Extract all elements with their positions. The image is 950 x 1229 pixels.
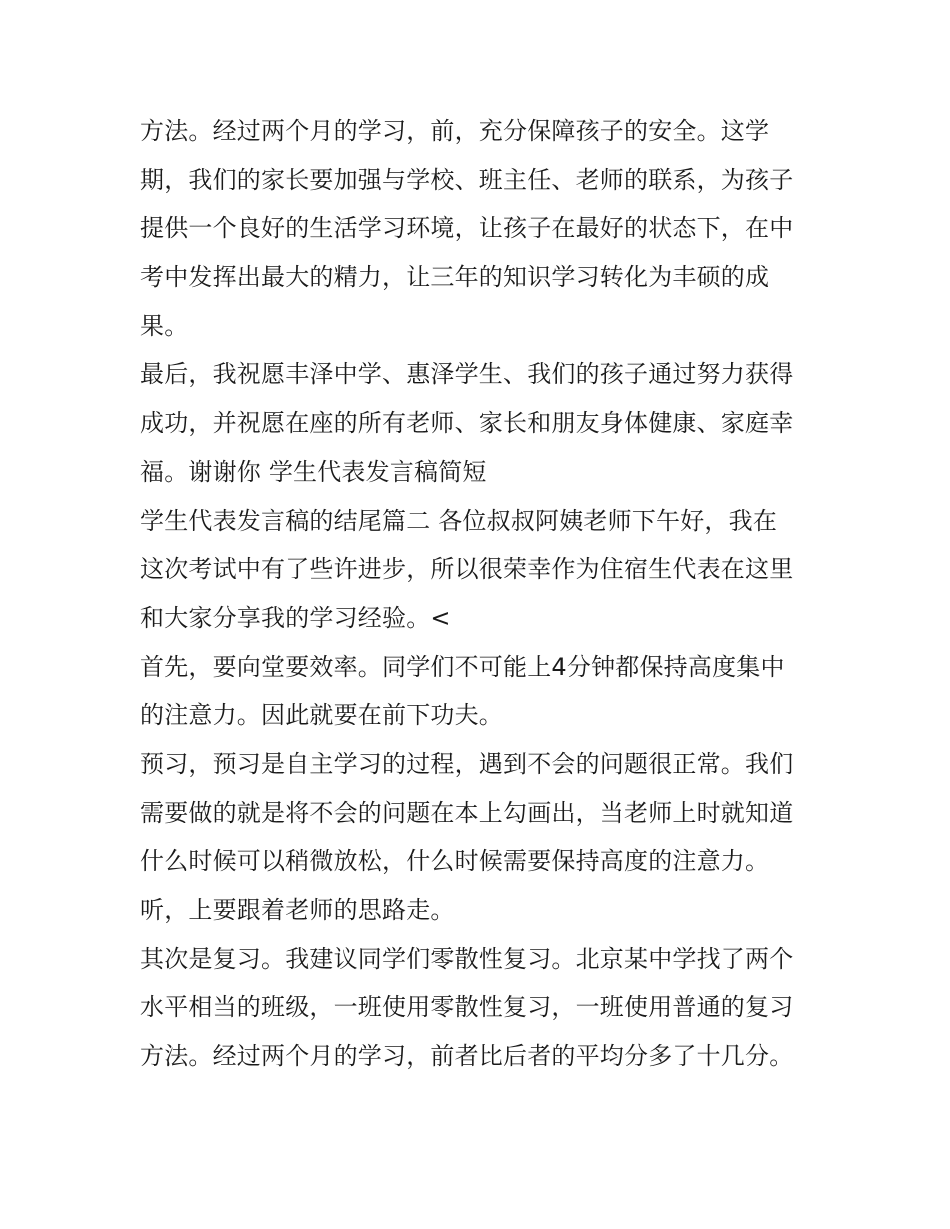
paragraph-5: [140, 740, 820, 886]
paragraph-6: [140, 886, 820, 935]
paragraph-2: [140, 350, 820, 496]
text-line: 方法。经过两个月的学习，前，充分保障孩子的安全。这学: [140, 117, 770, 145]
text-line: 和大家分享我的学习经验。<: [140, 603, 451, 632]
text-line: 水平相当的班级，一班使用零散性复习，一班使用普通的复习: [140, 993, 794, 1022]
text-line: 听，上要跟着老师的思路走。: [140, 896, 455, 924]
text-line: 学生代表发言稿的结尾篇二 各位叔叔阿姨老师下午好，我在: [140, 506, 778, 535]
text-line: 期，我们的家长要加强与学校、班主任、老师的联系，为孩子: [140, 165, 794, 194]
text-line: 需要做的就是将不会的问题在本上勾画出，当老师上时就知道: [140, 798, 794, 827]
text-line: 果。: [140, 311, 189, 340]
paragraph-1: [140, 107, 820, 350]
text-line: 的注意力。因此就要在前下功夫。: [140, 701, 503, 730]
paragraph-3: [140, 497, 820, 643]
text-line: 这次考试中有了些许进步，所以很荣幸作为住宿生代表在这里: [140, 555, 794, 584]
text-line: 首先，要向堂要效率。同学们不可能上4分钟都保持高度集中: [140, 652, 785, 681]
text-line: 福。谢谢你 学生代表发言稿简短: [140, 457, 487, 486]
text-line: 什么时候可以稍微放松，什么时候需要保持高度的注意力。: [140, 847, 770, 876]
paragraph-4: [140, 643, 820, 740]
text-line: 方法。经过两个月的学习，前者比后者的平均分多了十几分。: [140, 1042, 794, 1071]
text-line: 成功，并祝愿在座的所有老师、家长和朋友身体健康、家庭幸: [140, 409, 794, 438]
text-line: 预习，预习是自主学习的过程，遇到不会的问题很正常。我们: [140, 749, 794, 778]
text-line: 其次是复习。我建议同学们零散性复习。北京某中学找了两个: [140, 944, 794, 973]
text-line: 提供一个良好的生活学习环境，让孩子在最好的状态下，在中: [140, 214, 794, 243]
paragraph-7: [140, 935, 820, 1081]
document-body: [140, 107, 820, 1081]
text-line: 最后，我祝愿丰泽中学、惠泽学生、我们的孩子通过努力获得: [140, 360, 794, 389]
text-line: 考中发挥出最大的精力，让三年的知识学习转化为丰硕的成: [140, 263, 770, 292]
